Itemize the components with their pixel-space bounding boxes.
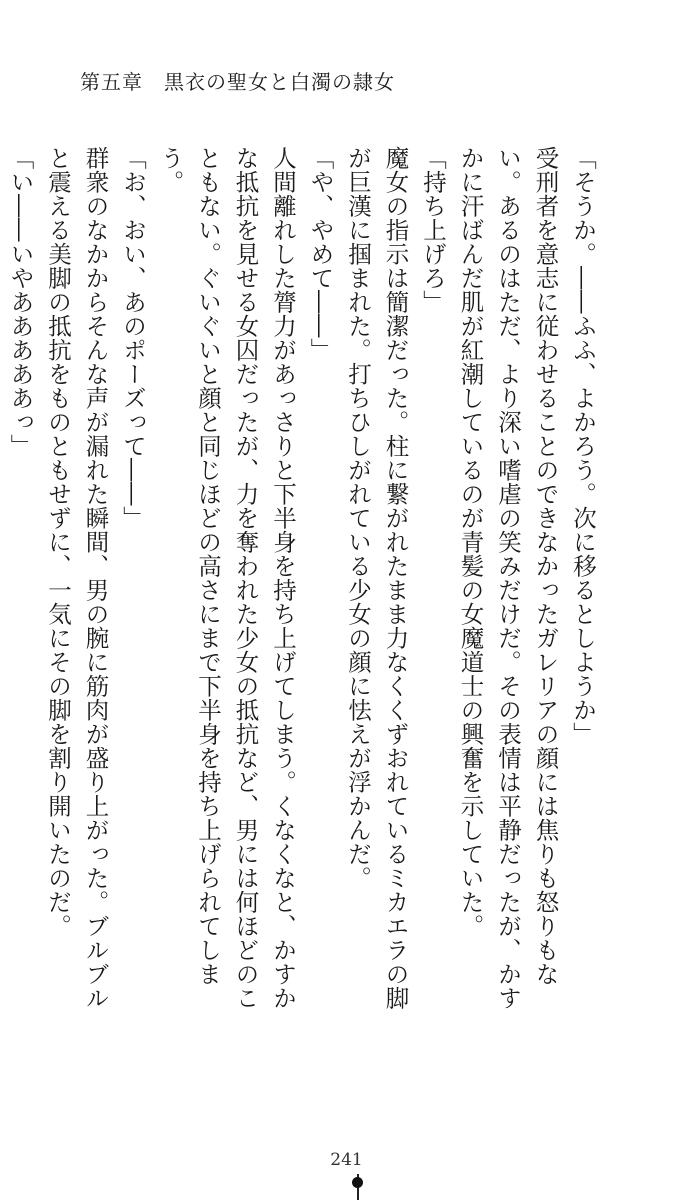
paragraph: 人間離れした膂力があっさりと下半身を持ち上げてしまう。くなくなと、かすかな抵抗を見せる女囚だったが、力を奪われた少女の抵抗など、男には何ほどのこともない。ぐいぐいと顔と同じほどの高さにまで下半身を持ち上げられてしまう。	[156, 146, 297, 1010]
novel-body-text	[0, 146, 601, 1026]
paragraph: 受刑者を意志に従わせることのできなかったガレリアの顔には焦りも怒りもない。あるのはただ、より深い嗜虐の笑みだけだ。その表情は平静だったが、かすかに汗ばんだ肌が紅潮しているのが青髪の女魔道士の興奮を示していた。	[456, 146, 560, 1010]
paragraph: 「い――いやあああああっ」	[6, 146, 35, 458]
paragraph: 「や、やめて――」	[306, 146, 335, 362]
paragraph: 魔女の指示は簡潔だった。柱に繋がれたまま力なくくずおれているミカエラの脚が巨漢に掴まれた。打ちひしがれている少女の顔に怯えが浮かんだ。	[344, 146, 410, 1010]
chapter-header: 第五章 黒衣の聖女と白濁の隷女	[80, 70, 395, 94]
page-marker-dot	[352, 1177, 363, 1188]
paragraph: 「持ち上げろ」	[419, 146, 447, 314]
page-number: 241	[330, 1150, 363, 1170]
paragraph: 「そうか。――ふふ、よかろう。次に移るとしようか」	[569, 146, 597, 746]
paragraph	[0, 146, 1, 1026]
paragraph: 「お、おい、あのポーズって――」	[119, 146, 147, 530]
paragraph: 群衆のなかからそんな声が漏れた瞬間、男の腕に筋肉が盛り上がった。ブルブルと震える美脚の抵抗をものともせずに、一気にその脚を割り開いたのだ。	[44, 146, 110, 1010]
